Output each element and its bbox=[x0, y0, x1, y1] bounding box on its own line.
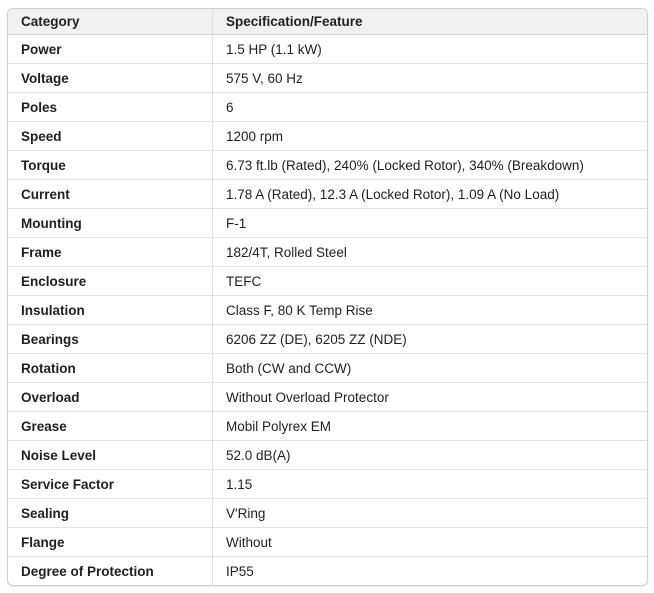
table-row bbox=[8, 441, 647, 470]
table-body bbox=[8, 35, 647, 586]
category-cell: Noise Level bbox=[8, 441, 213, 470]
category-cell: Enclosure bbox=[8, 267, 213, 296]
value-cell: 1.78 A (Rated), 12.3 A (Locked Rotor), 1.09 A (No Load) bbox=[213, 180, 648, 209]
category-cell: Power bbox=[21, 41, 62, 57]
category-cell: Poles bbox=[8, 93, 213, 122]
table-row bbox=[8, 499, 647, 528]
table-row bbox=[8, 180, 647, 209]
value-cell: V'Ring bbox=[213, 499, 648, 528]
column-header-category: Category bbox=[8, 9, 213, 35]
table-row bbox=[8, 557, 647, 586]
value-cell: 6 bbox=[213, 93, 648, 122]
value-cell: TEFC bbox=[213, 267, 648, 296]
header-row bbox=[8, 9, 647, 35]
category-cell: Flange bbox=[8, 528, 213, 557]
spec-table-card bbox=[7, 8, 648, 586]
table-row bbox=[8, 209, 647, 238]
category-cell: Service Factor bbox=[8, 470, 213, 499]
table-header bbox=[8, 9, 647, 35]
value-cell: 575 V, 60 Hz bbox=[213, 64, 648, 93]
value-cell: 182/4T, Rolled Steel bbox=[213, 238, 648, 267]
category-cell: Mounting bbox=[8, 209, 213, 238]
table-row bbox=[8, 238, 647, 267]
table-row bbox=[8, 64, 647, 93]
table-row bbox=[8, 325, 647, 354]
value-cell: Class F, 80 K Temp Rise bbox=[213, 296, 648, 325]
value-cell: 52.0 dB(A) bbox=[213, 441, 648, 470]
value-cell: 1200 rpm bbox=[213, 122, 648, 151]
table-row bbox=[8, 35, 647, 64]
category-cell: Rotation bbox=[8, 354, 213, 383]
category-cell: Voltage bbox=[8, 64, 213, 93]
value-cell: IP55 bbox=[213, 557, 648, 586]
table-row bbox=[8, 470, 647, 499]
table-row bbox=[8, 296, 647, 325]
value-cell: Both (CW and CCW) bbox=[213, 354, 648, 383]
value-cell: Mobil Polyrex EM bbox=[213, 412, 648, 441]
table-row bbox=[8, 383, 647, 412]
value-cell: 6.73 ft.lb (Rated), 240% (Locked Rotor), 340% (Breakdown) bbox=[213, 151, 648, 180]
value-cell: F-1 bbox=[213, 209, 648, 238]
category-cell: Overload bbox=[8, 383, 213, 412]
column-header-specification: Specification/Feature bbox=[213, 9, 648, 35]
table-row bbox=[8, 122, 647, 151]
table-row bbox=[8, 412, 647, 441]
category-cell: Speed bbox=[8, 122, 213, 151]
table-row bbox=[8, 528, 647, 557]
value-cell: Without bbox=[213, 528, 648, 557]
table-row bbox=[8, 267, 647, 296]
category-cell: Insulation bbox=[8, 296, 213, 325]
value-cell: 1.15 bbox=[213, 470, 648, 499]
category-cell: Bearings bbox=[8, 325, 213, 354]
table-row bbox=[8, 151, 647, 180]
category-cell: Degree of Protection bbox=[8, 557, 213, 586]
spec-table bbox=[8, 9, 647, 585]
table-row bbox=[8, 93, 647, 122]
category-cell: Torque bbox=[8, 151, 213, 180]
table-row bbox=[8, 354, 647, 383]
category-cell: Current bbox=[8, 180, 213, 209]
category-cell: Sealing bbox=[8, 499, 213, 528]
category-cell: Grease bbox=[8, 412, 213, 441]
value-cell: Without Overload Protector bbox=[213, 383, 648, 412]
value-cell: 6206 ZZ (DE), 6205 ZZ (NDE) bbox=[213, 325, 648, 354]
category-cell: Frame bbox=[8, 238, 213, 267]
value-cell: 1.5 HP (1.1 kW) bbox=[213, 35, 648, 64]
